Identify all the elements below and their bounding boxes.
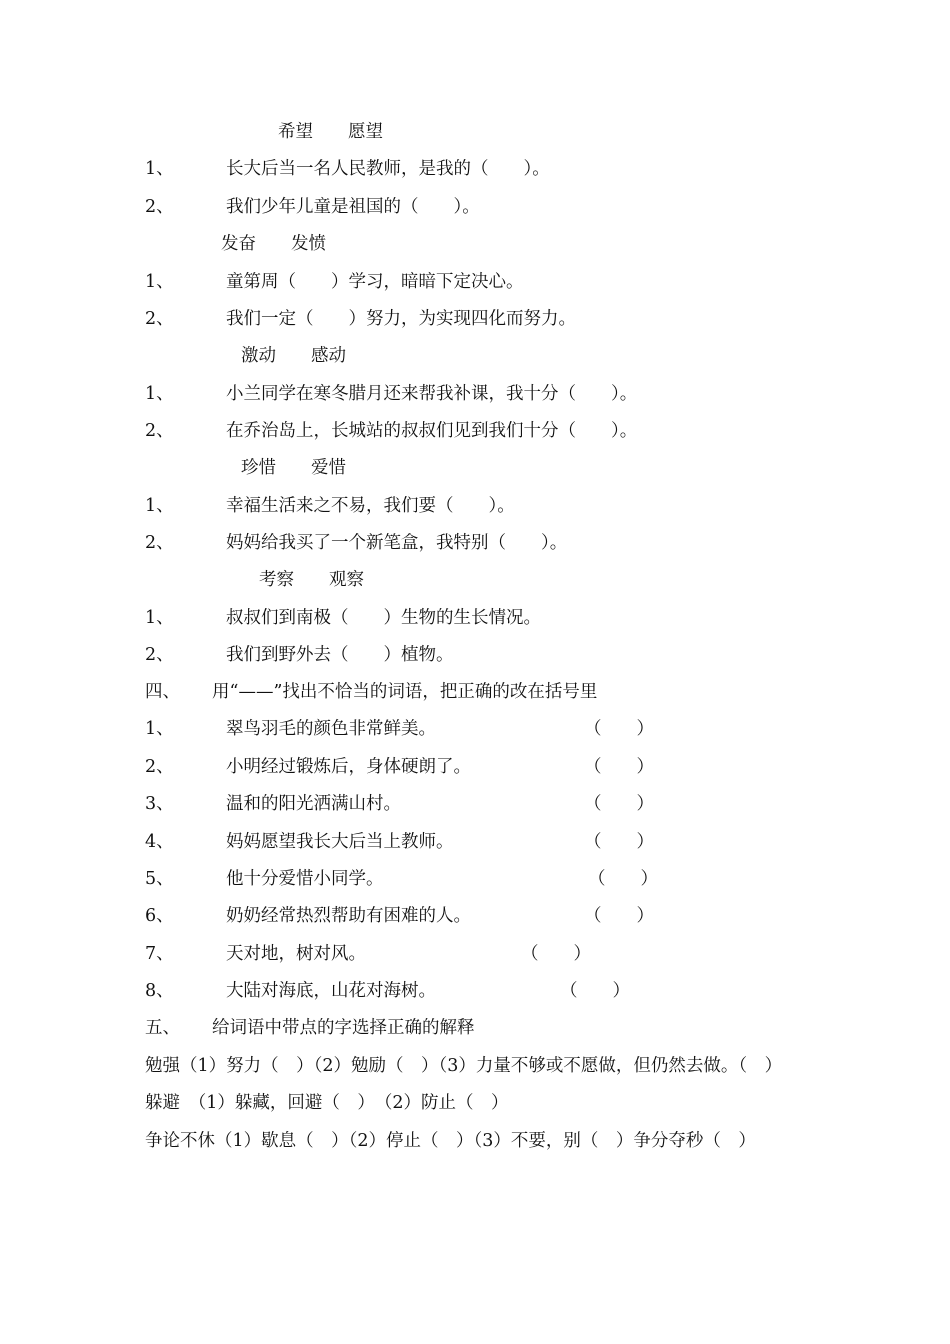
item-number: 1、 bbox=[145, 384, 174, 404]
item-number: 2、 bbox=[145, 197, 174, 217]
fill-blank-sentence: 叔叔们到南极（ ）生物的生长情况。 bbox=[226, 608, 541, 628]
correction-sentence: 妈妈愿望我长大后当上教师。 bbox=[226, 832, 454, 852]
fill-blank-sentence: 我们到野外去（ ）植物。 bbox=[226, 645, 454, 665]
fill-blank-sentence: 小兰同学在寒冬腊月还来帮我补课，我十分（ ）。 bbox=[226, 384, 638, 404]
definition-line: 躲避 （1）躲藏，回避（ ） （2）防止（ ） bbox=[145, 1093, 509, 1113]
word-pair-header: 激动 感动 bbox=[241, 346, 346, 366]
item-number: 4、 bbox=[145, 832, 174, 852]
item-number: 8、 bbox=[145, 981, 174, 1001]
answer-parentheses: （ ） bbox=[584, 719, 654, 739]
item-number: 1、 bbox=[145, 272, 174, 292]
item-number: 1、 bbox=[145, 496, 174, 516]
fill-blank-sentence: 我们一定（ ）努力，为实现四化而努力。 bbox=[226, 309, 576, 329]
item-number: 2、 bbox=[145, 421, 174, 441]
item-number: 2、 bbox=[145, 533, 174, 553]
item-number: 2、 bbox=[145, 309, 174, 329]
item-number: 1、 bbox=[145, 719, 174, 739]
fill-blank-sentence: 幸福生活来之不易，我们要（ ）。 bbox=[226, 496, 515, 516]
section-label: 五、 bbox=[145, 1018, 180, 1038]
answer-parentheses: （ ） bbox=[584, 757, 654, 777]
answer-parentheses: （ ） bbox=[584, 832, 654, 852]
item-number: 1、 bbox=[145, 608, 174, 628]
item-number: 7、 bbox=[145, 944, 174, 964]
answer-parentheses: （ ） bbox=[560, 981, 630, 1001]
correction-sentence: 大陆对海底，山花对海树。 bbox=[226, 981, 436, 1001]
item-number: 1、 bbox=[145, 159, 174, 179]
fill-blank-sentence: 妈妈给我买了一个新笔盒，我特别（ ）。 bbox=[226, 533, 568, 553]
item-number: 2、 bbox=[145, 757, 174, 777]
fill-blank-sentence: 在乔治岛上，长城站的叔叔们见到我们十分（ ）。 bbox=[226, 421, 638, 441]
answer-parentheses: （ ） bbox=[584, 906, 654, 926]
fill-blank-sentence: 我们少年儿童是祖国的（ ）。 bbox=[226, 197, 480, 217]
item-number: 2、 bbox=[145, 645, 174, 665]
correction-sentence: 奶奶经常热烈帮助有困难的人。 bbox=[226, 906, 471, 926]
definition-line: 勉强（1）努力（ ）（2）勉励（ ）（3）力量不够或不愿做，但仍然去做。（ ） bbox=[145, 1056, 783, 1076]
correction-sentence: 温和的阳光洒满山村。 bbox=[226, 794, 401, 814]
word-pair-header: 考察 观察 bbox=[259, 570, 364, 590]
correction-sentence: 小明经过锻炼后，身体硬朗了。 bbox=[226, 757, 471, 777]
answer-parentheses: （ ） bbox=[588, 869, 658, 889]
item-number: 5、 bbox=[145, 869, 174, 889]
definition-line: 争论不休（1）歇息（ ）（2）停止（ ）（3）不要，别（ ）争分夺秒（ ） bbox=[145, 1131, 756, 1151]
item-number: 6、 bbox=[145, 906, 174, 926]
section-title: 给词语中带点的字选择正确的解释 bbox=[212, 1018, 475, 1038]
fill-blank-sentence: 童第周（ ）学习，暗暗下定决心。 bbox=[226, 272, 524, 292]
word-pair-header: 希望 愿望 bbox=[278, 122, 383, 142]
answer-parentheses: （ ） bbox=[584, 794, 654, 814]
answer-parentheses: （ ） bbox=[521, 944, 591, 964]
correction-sentence: 翠鸟羽毛的颜色非常鲜美。 bbox=[226, 719, 436, 739]
item-number: 3、 bbox=[145, 794, 174, 814]
section-label: 四、 bbox=[145, 682, 180, 702]
correction-sentence: 他十分爱惜小同学。 bbox=[226, 869, 384, 889]
fill-blank-sentence: 长大后当一名人民教师，是我的（ ）。 bbox=[226, 159, 550, 179]
word-pair-header: 发奋 发愤 bbox=[221, 234, 326, 254]
section-title: 用“——”找出不恰当的词语，把正确的改在括号里 bbox=[212, 682, 598, 702]
correction-sentence: 天对地，树对风。 bbox=[226, 944, 366, 964]
word-pair-header: 珍惜 爱惜 bbox=[241, 458, 346, 478]
